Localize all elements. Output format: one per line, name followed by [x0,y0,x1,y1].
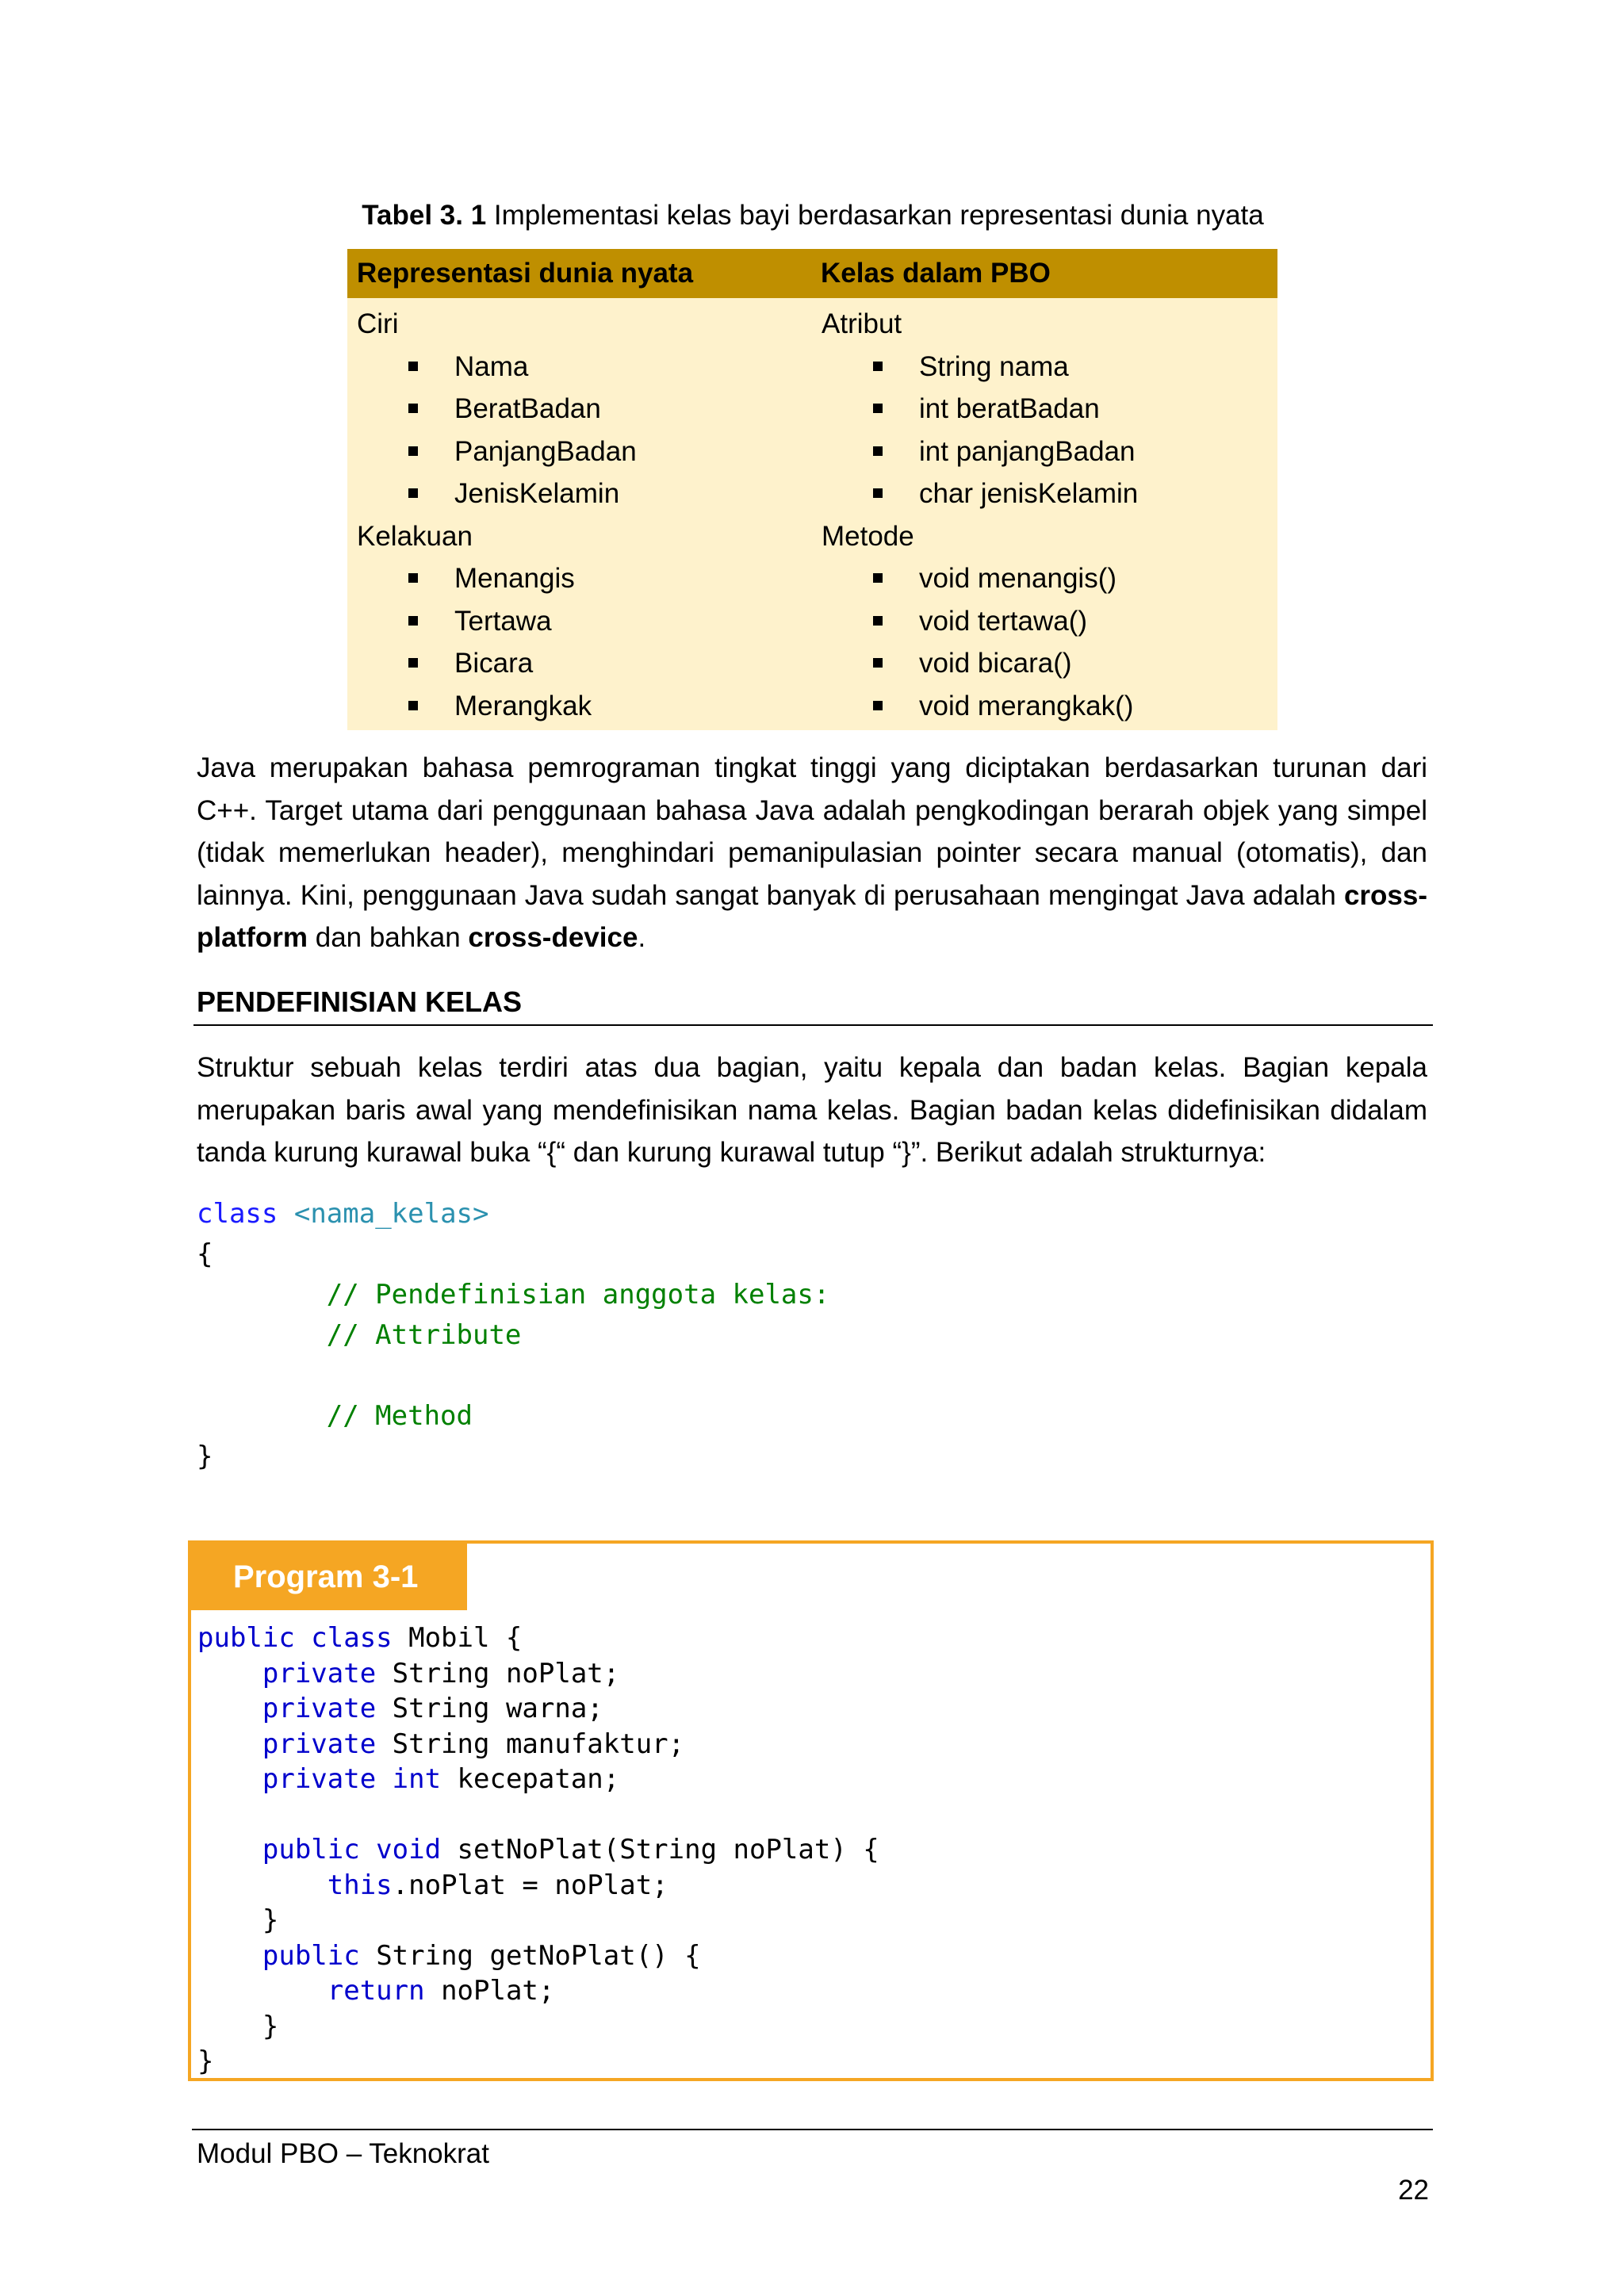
table-list-item [347,346,812,388]
table-group-heading: Ciri [357,308,399,339]
code-text: } [262,2010,279,2042]
footer-text: Modul PBO – Teknokrat [197,2138,489,2169]
bullet-icon [408,488,418,498]
table-list-item-text: char jenisKelamin [919,478,1139,509]
code-text: String manufaktur; [376,1728,685,1760]
code-keyword: public [262,1939,360,1972]
table-group-heading: Metode [822,520,914,552]
code-keyword: private [262,1693,377,1724]
code-line [197,1621,879,1656]
class-structure-code [197,1194,829,1477]
structure-paragraph: Struktur sebuah kelas terdiri atas dua bagian, yaitu kepala dan badan kelas. Bagian kepala merupakan baris awal yang mendefinisikan nama kelas. Bagian badan kelas didefinisikan didalam tanda kurung kurawal buka “{“ dan kurung kurawal tutup “}”. Berikut adalah strukturnya: [197,1052,1427,1168]
code-line [197,1832,879,1868]
table-body [347,298,1277,730]
table-list-item-text: Bicara [454,648,534,679]
table-caption [349,197,1277,235]
code-brace: } [197,1441,213,1472]
bullet-icon [873,362,883,371]
table-list-item-text: void bicara() [919,648,1072,679]
table-column-left [347,303,812,727]
code-keyword: public void [262,1834,442,1866]
table-header-left: Representasi dunia nyata [357,258,694,289]
code-text: } [262,1904,279,1936]
bullet-icon [873,616,883,626]
table-list-item [347,388,812,430]
table-list-item [812,473,1277,515]
code-text: String warna; [376,1693,603,1724]
bullet-icon [408,362,418,371]
table-list-item [812,346,1277,388]
code-line [197,1727,879,1762]
code-comment: // Method [326,1400,473,1432]
table-list-item [347,642,812,685]
footer-divider [192,2129,1433,2130]
program-code [197,1621,879,2080]
code-line [197,1762,879,1797]
code-text: String noPlat; [376,1657,620,1689]
table-list-item [347,557,812,600]
code-line [197,2009,879,2045]
paragraph-bold-term: cross-device [468,922,638,953]
table-list-item-text: void menangis() [919,563,1116,594]
code-comment: // Attribute [326,1319,522,1351]
table-group-heading: Kelakuan [357,520,473,552]
intro-paragraph [197,747,1427,959]
table-list-item-text: BeratBadan [454,393,601,424]
bullet-icon [408,616,418,626]
bullet-icon [408,446,418,456]
table-list-item [812,642,1277,685]
table-list-item-text: String nama [919,350,1069,382]
code-placeholder: <nama_kelas> [293,1198,489,1230]
table-list-item [812,685,1277,728]
code-text: setNoPlat(String noPlat) { [441,1834,879,1866]
code-line [197,2044,879,2080]
table-list-item-text: int beratBadan [919,393,1100,424]
table-caption-text: Implementasi kelas bayi berdasarkan representasi dunia nyata [486,200,1264,231]
code-text: noPlat; [424,1975,555,2007]
code-line [197,1691,879,1727]
table-list-item [347,430,812,473]
table-list-item-text: JenisKelamin [454,478,620,509]
bullet-icon [873,658,883,668]
table-list-item-text: Tertawa [454,605,552,637]
code-line [197,1797,879,1833]
bullet-icon [408,404,418,413]
table-header-right: Kelas dalam PBO [821,258,1051,289]
table-list-item [347,600,812,643]
program-title: Program 3-1 [191,1544,467,1610]
bullet-icon [408,701,418,710]
table-list-item-text: int panjangBadan [919,435,1136,467]
table-list-item-text: Nama [454,350,529,382]
table-list-item [812,600,1277,643]
code-keyword: private int [262,1763,442,1795]
bullet-icon [873,573,883,583]
bullet-icon [873,404,883,413]
table-list-item [812,388,1277,430]
code-text: .noPlat = noPlat; [392,1869,668,1901]
code-text: Mobil { [392,1622,523,1654]
code-line [197,1938,879,1974]
table-list-item-text: Merangkak [454,690,592,721]
table-caption-label: Tabel 3. 1 [362,200,487,231]
paragraph-bold-term: cross-platform [197,879,1427,953]
table-list-item-text: PanjangBadan [454,435,637,467]
code-keyword: return [327,1975,425,2007]
code-line [197,1973,879,2009]
table-list-item [812,557,1277,600]
table-list-item-text: void merangkak() [919,690,1134,721]
table-group-heading: Atribut [822,308,902,339]
bullet-icon [408,658,418,668]
code-line [197,1656,879,1692]
code-line [197,1868,879,1904]
code-keyword: public class [197,1622,393,1654]
bullet-icon [873,446,883,456]
table-list-item [347,473,812,515]
code-keyword: this [327,1869,393,1901]
code-comment: // Pendefinisian anggota kelas: [326,1279,830,1311]
table-list-item-text: void tertawa() [919,605,1088,637]
code-text: kecepatan; [441,1763,620,1795]
comparison-table [347,249,1277,730]
section-heading: PENDEFINISIAN KELAS [197,985,523,1018]
table-list-item [812,430,1277,473]
page-number: 22 [1398,2175,1429,2206]
bullet-icon [873,488,883,498]
program-listing-box [188,1540,1434,2081]
code-brace: { [197,1238,213,1270]
paragraph-text: . [638,922,646,953]
code-keyword: private [262,1728,377,1760]
table-list-item-text: Menangis [454,563,575,594]
bullet-icon [408,573,418,583]
table-column-right [812,303,1277,727]
paragraph-text: Java merupakan bahasa pemrograman tingkat tinggi yang diciptakan berdasarkan turunan dari C++. Target utama dari penggunaan bahasa Java adalah pengkodingan berarah objek yang simpel (tidak memerlukan header), menghindari pemanipulasian pointer secara manual (otomatis), dan lainnya. Kini, penggunaan Java sudah sangat banyak di perusahaan mengingat Java adalah [197,752,1427,911]
code-line [197,1903,879,1938]
table-list-item [347,685,812,728]
paragraph-text: dan bahkan [308,922,469,953]
code-keyword: private [262,1657,377,1689]
code-text: } [197,2045,214,2077]
section-divider [193,1024,1433,1026]
code-keyword: class [197,1198,278,1230]
table-header-row [347,249,1277,298]
bullet-icon [873,701,883,710]
code-text: String getNoPlat() { [359,1939,701,1972]
